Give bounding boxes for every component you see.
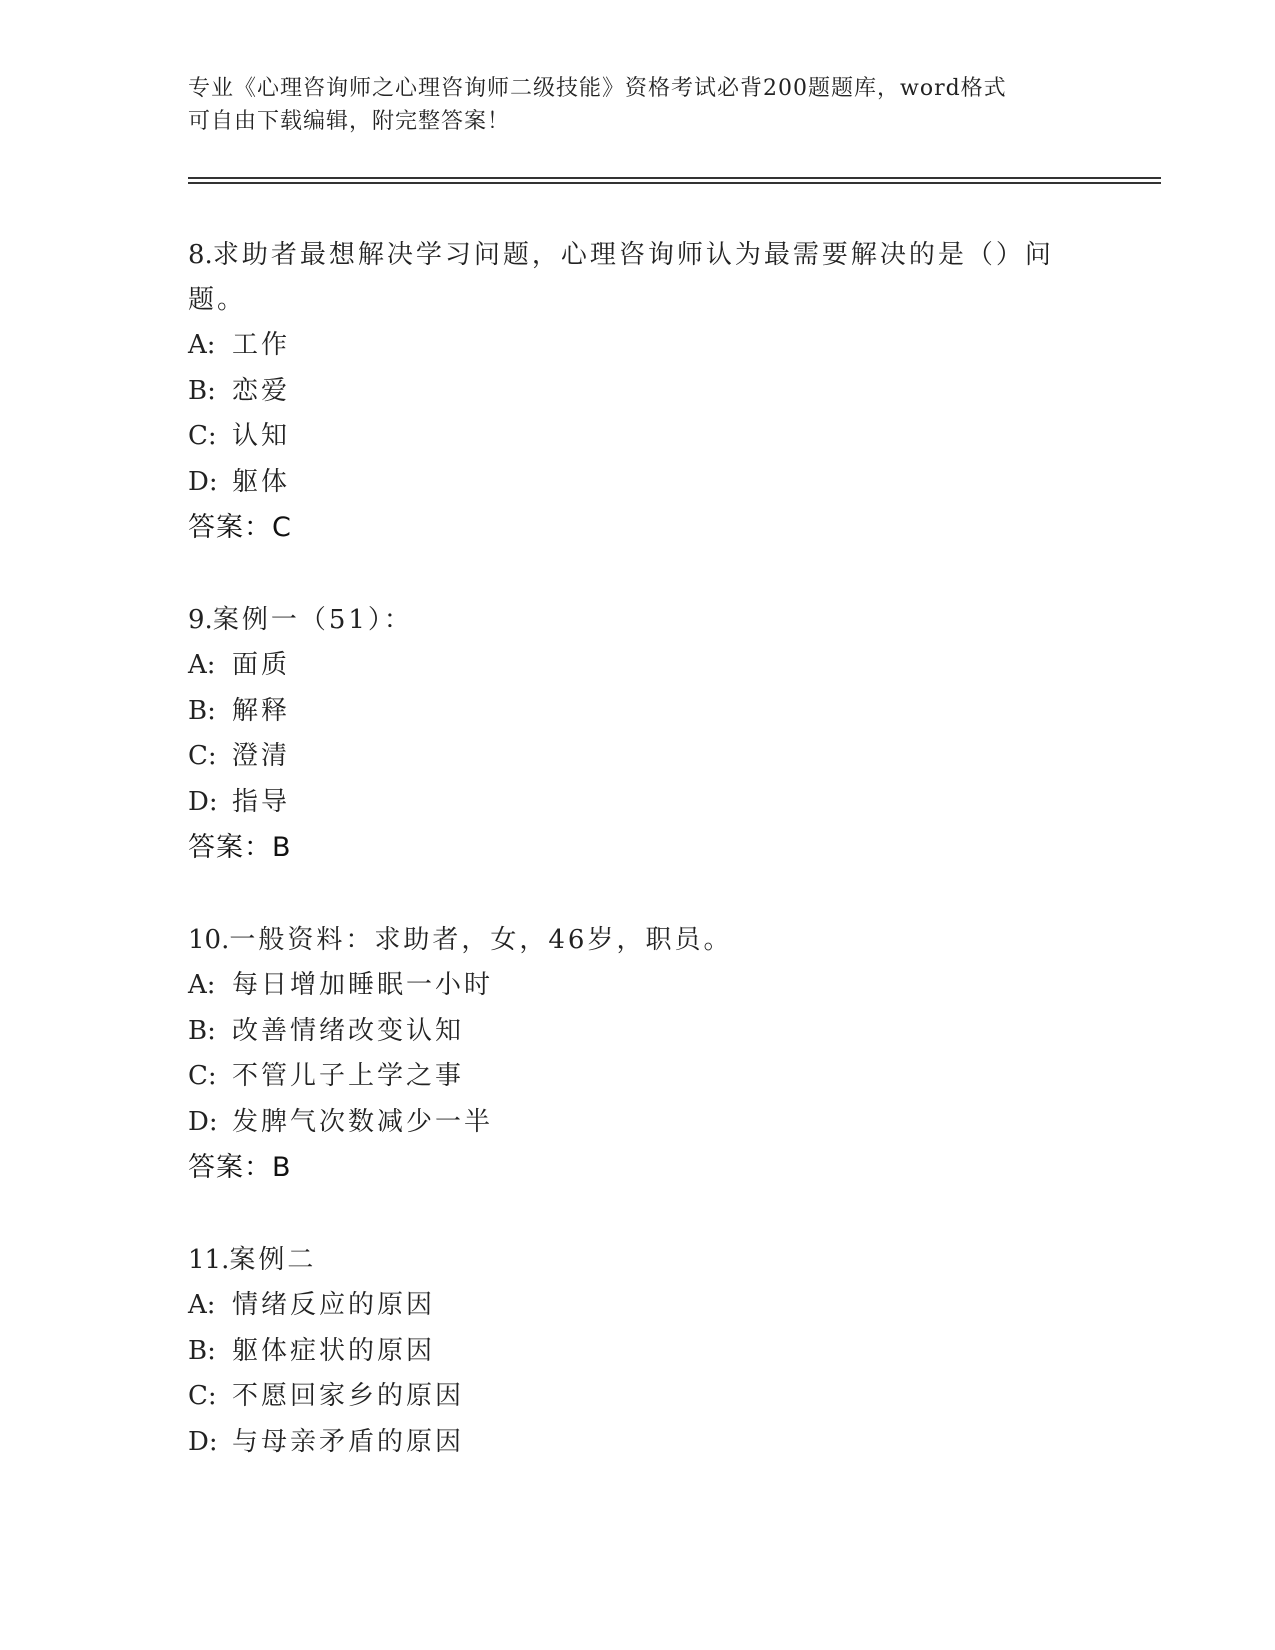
option-text: 躯体: [232, 466, 291, 497]
option-letter: D:: [188, 1106, 218, 1137]
option-c: [188, 1374, 1088, 1420]
header-rule-bottom: [188, 182, 1161, 184]
question-stem: [188, 233, 1088, 323]
option-d: [188, 780, 1088, 826]
option-c: [188, 1054, 1088, 1100]
option-c: [188, 734, 1088, 780]
option-a: [188, 1283, 1088, 1329]
question-text: 案例二: [229, 1245, 317, 1275]
answer-label: 答案：: [188, 832, 272, 863]
option-d: [188, 1100, 1088, 1146]
option-text: 不管儿子上学之事: [232, 1061, 465, 1091]
option-letter: A:: [188, 330, 216, 360]
option-letter: B:: [188, 1335, 216, 1366]
option-text: 发脾气次数减少一半: [232, 1106, 494, 1137]
question-8: [188, 233, 1088, 551]
question-stem: [188, 598, 1088, 643]
document-header: [188, 72, 1068, 138]
option-b: [188, 1329, 1088, 1375]
header-line-2: 可自由下载编辑，附完整答案！: [188, 109, 511, 134]
option-b: [188, 689, 1088, 735]
answer-line: [188, 505, 1088, 551]
option-d: [188, 1420, 1088, 1466]
option-text: 与母亲矛盾的原因: [232, 1426, 465, 1457]
option-letter: B:: [188, 695, 216, 726]
question-number: 8.: [188, 240, 213, 270]
option-text: 躯体症状的原因: [232, 1335, 436, 1366]
answer-value: C: [272, 512, 292, 543]
option-letter: C:: [188, 1381, 217, 1411]
question-number: 11.: [188, 1245, 230, 1275]
answer-value: B: [272, 832, 292, 863]
question-9: [188, 598, 1088, 871]
question-text: 一般资料：求助者，女，46岁，职员。: [229, 925, 733, 955]
option-text: 恋爱: [232, 375, 291, 406]
question-text: 案例一（51）：: [212, 605, 413, 635]
option-letter: D:: [188, 466, 218, 497]
option-text: 不愿回家乡的原因: [232, 1381, 465, 1411]
option-text: 面质: [232, 650, 291, 680]
answer-label: 答案：: [188, 1152, 272, 1183]
option-text: 改善情绪改变认知: [232, 1015, 465, 1046]
option-letter: D:: [188, 786, 218, 817]
header-rule-top: [188, 177, 1161, 179]
question-11: [188, 1238, 1088, 1465]
question-list: [188, 233, 1088, 1512]
option-text: 认知: [232, 421, 291, 451]
option-letter: B:: [188, 375, 216, 406]
option-letter: A:: [188, 650, 216, 680]
answer-value: B: [272, 1152, 292, 1183]
option-letter: B:: [188, 1015, 216, 1046]
option-c: [188, 414, 1088, 460]
question-stem: [188, 1238, 1088, 1283]
option-letter: A:: [188, 970, 216, 1000]
question-10: [188, 918, 1088, 1191]
option-text: 情绪反应的原因: [232, 1290, 436, 1320]
option-letter: C:: [188, 741, 217, 771]
question-stem: [188, 918, 1088, 963]
option-letter: A:: [188, 1290, 216, 1320]
header-line-1: 专业《心理咨询师之心理咨询师二级技能》资格考试必背200题题库，word格式: [188, 76, 1007, 101]
question-number: 9.: [188, 605, 213, 635]
option-a: [188, 963, 1088, 1009]
answer-line: [188, 1145, 1088, 1191]
option-b: [188, 369, 1088, 415]
option-letter: C:: [188, 421, 217, 451]
answer-label: 答案：: [188, 512, 272, 543]
option-d: [188, 460, 1088, 506]
option-text: 解释: [232, 695, 291, 726]
option-text: 澄清: [232, 741, 291, 771]
option-text: 每日增加睡眠一小时: [232, 970, 494, 1000]
question-number: 10.: [188, 925, 230, 955]
question-text: 求助者最想解决学习问题，心理咨询师认为最需要解决的是（）问题。: [188, 240, 1054, 315]
option-letter: D:: [188, 1426, 218, 1457]
option-letter: C:: [188, 1061, 217, 1091]
option-text: 工作: [232, 330, 291, 360]
option-a: [188, 643, 1088, 689]
answer-line: [188, 825, 1088, 871]
option-b: [188, 1009, 1088, 1055]
option-text: 指导: [232, 786, 291, 817]
option-a: [188, 323, 1088, 369]
